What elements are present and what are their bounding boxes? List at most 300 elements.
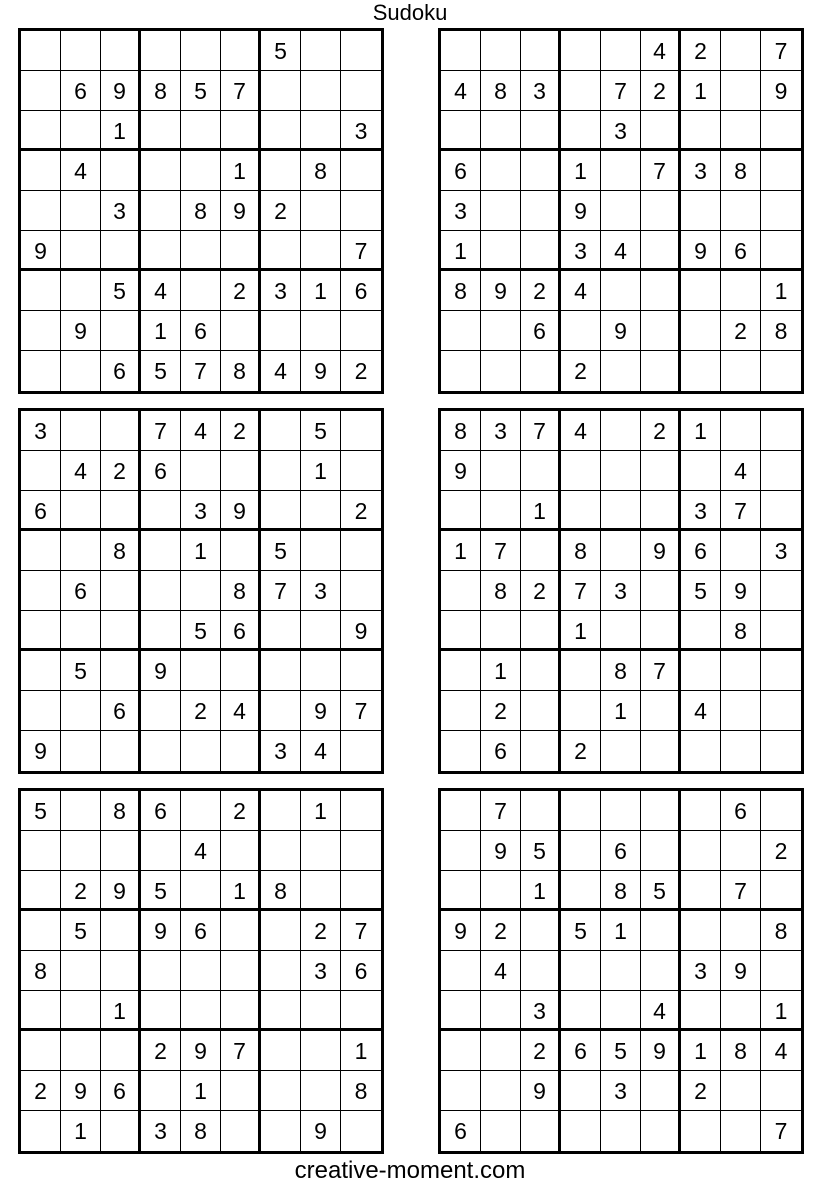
sudoku-cell[interactable] [21,831,61,871]
sudoku-cell[interactable]: 3 [521,71,561,111]
sudoku-cell[interactable]: 4 [721,451,761,491]
sudoku-cell[interactable] [481,491,521,531]
sudoku-cell[interactable] [261,111,301,151]
sudoku-cell[interactable] [21,151,61,191]
sudoku-cell[interactable] [341,871,381,911]
sudoku-cell[interactable]: 8 [601,871,641,911]
sudoku-cell[interactable]: 7 [261,571,301,611]
sudoku-cell[interactable]: 9 [481,831,521,871]
sudoku-cell[interactable]: 2 [521,271,561,311]
sudoku-cell[interactable] [681,731,721,771]
sudoku-cell[interactable]: 9 [141,651,181,691]
sudoku-cell[interactable] [101,231,141,271]
sudoku-cell[interactable]: 3 [181,491,221,531]
sudoku-cell[interactable]: 1 [441,231,481,271]
sudoku-cell[interactable] [341,191,381,231]
sudoku-cell[interactable] [61,611,101,651]
sudoku-cell[interactable]: 4 [761,1031,801,1071]
sudoku-cell[interactable] [721,351,761,391]
sudoku-cell[interactable] [301,71,341,111]
sudoku-cell[interactable]: 7 [221,71,261,111]
sudoku-cell[interactable]: 8 [101,791,141,831]
sudoku-cell[interactable] [101,491,141,531]
sudoku-cell[interactable]: 1 [441,531,481,571]
sudoku-cell[interactable] [681,991,721,1031]
sudoku-cell[interactable] [481,351,521,391]
sudoku-cell[interactable]: 1 [61,1111,101,1151]
sudoku-cell[interactable] [101,731,141,771]
sudoku-cell[interactable]: 4 [261,351,301,391]
sudoku-cell[interactable] [761,451,801,491]
sudoku-cell[interactable]: 7 [181,351,221,391]
sudoku-cell[interactable]: 3 [561,231,601,271]
sudoku-cell[interactable]: 4 [681,691,721,731]
sudoku-cell[interactable]: 8 [261,871,301,911]
sudoku-cell[interactable]: 8 [721,151,761,191]
sudoku-cell[interactable] [141,571,181,611]
sudoku-cell[interactable] [221,1111,261,1151]
sudoku-cell[interactable]: 3 [601,571,641,611]
sudoku-cell[interactable] [21,271,61,311]
sudoku-cell[interactable]: 6 [721,791,761,831]
sudoku-cell[interactable]: 8 [221,351,261,391]
sudoku-cell[interactable]: 2 [561,351,601,391]
sudoku-cell[interactable] [681,271,721,311]
sudoku-cell[interactable]: 4 [641,31,681,71]
sudoku-cell[interactable] [601,411,641,451]
sudoku-cell[interactable] [721,531,761,571]
sudoku-cell[interactable]: 9 [521,1071,561,1111]
sudoku-cell[interactable] [21,571,61,611]
sudoku-cell[interactable]: 5 [181,611,221,651]
sudoku-cell[interactable] [521,651,561,691]
sudoku-cell[interactable] [261,611,301,651]
sudoku-cell[interactable] [761,611,801,651]
sudoku-cell[interactable] [441,831,481,871]
sudoku-cell[interactable]: 6 [681,531,721,571]
sudoku-cell[interactable] [721,651,761,691]
sudoku-cell[interactable] [521,691,561,731]
sudoku-cell[interactable] [761,731,801,771]
sudoku-cell[interactable]: 3 [601,111,641,151]
sudoku-cell[interactable] [481,1111,521,1151]
sudoku-cell[interactable] [561,691,601,731]
sudoku-cell[interactable]: 6 [101,351,141,391]
sudoku-cell[interactable] [441,311,481,351]
sudoku-cell[interactable]: 3 [761,531,801,571]
sudoku-cell[interactable] [561,491,601,531]
sudoku-cell[interactable]: 3 [301,571,341,611]
sudoku-cell[interactable] [521,611,561,651]
sudoku-cell[interactable]: 9 [721,571,761,611]
sudoku-cell[interactable]: 4 [61,451,101,491]
sudoku-cell[interactable] [561,1111,601,1151]
sudoku-cell[interactable] [101,1111,141,1151]
sudoku-cell[interactable] [601,31,641,71]
sudoku-cell[interactable] [261,991,301,1031]
sudoku-cell[interactable] [441,571,481,611]
sudoku-cell[interactable] [61,791,101,831]
sudoku-cell[interactable] [181,271,221,311]
sudoku-cell[interactable] [61,491,101,531]
sudoku-cell[interactable]: 3 [341,111,381,151]
sudoku-cell[interactable] [341,151,381,191]
sudoku-cell[interactable] [601,991,641,1031]
sudoku-cell[interactable] [181,151,221,191]
sudoku-cell[interactable]: 2 [761,831,801,871]
sudoku-cell[interactable] [561,651,601,691]
sudoku-cell[interactable] [641,611,681,651]
sudoku-cell[interactable]: 9 [221,191,261,231]
sudoku-cell[interactable]: 2 [221,271,261,311]
sudoku-cell[interactable] [21,871,61,911]
sudoku-cell[interactable] [521,231,561,271]
sudoku-cell[interactable]: 6 [61,571,101,611]
sudoku-cell[interactable]: 8 [481,571,521,611]
sudoku-cell[interactable] [141,151,181,191]
sudoku-cell[interactable]: 5 [261,31,301,71]
sudoku-cell[interactable] [481,991,521,1031]
sudoku-cell[interactable] [301,231,341,271]
sudoku-cell[interactable] [221,311,261,351]
sudoku-cell[interactable]: 6 [181,911,221,951]
sudoku-cell[interactable]: 1 [101,991,141,1031]
sudoku-cell[interactable] [101,411,141,451]
sudoku-cell[interactable] [761,111,801,151]
sudoku-cell[interactable]: 2 [481,691,521,731]
sudoku-cell[interactable]: 6 [221,611,261,651]
sudoku-cell[interactable] [301,111,341,151]
sudoku-cell[interactable]: 8 [181,191,221,231]
sudoku-cell[interactable] [261,1031,301,1071]
sudoku-cell[interactable] [681,111,721,151]
sudoku-cell[interactable]: 7 [601,71,641,111]
sudoku-cell[interactable]: 3 [141,1111,181,1151]
sudoku-cell[interactable] [641,911,681,951]
sudoku-cell[interactable] [641,191,681,231]
sudoku-cell[interactable] [761,651,801,691]
sudoku-cell[interactable]: 2 [721,311,761,351]
sudoku-cell[interactable]: 5 [181,71,221,111]
sudoku-cell[interactable]: 1 [181,1071,221,1111]
sudoku-cell[interactable] [341,531,381,571]
sudoku-cell[interactable] [521,951,561,991]
sudoku-cell[interactable] [61,111,101,151]
sudoku-cell[interactable]: 9 [481,271,521,311]
sudoku-cell[interactable]: 3 [301,951,341,991]
sudoku-cell[interactable] [61,531,101,571]
sudoku-cell[interactable]: 2 [301,911,341,951]
sudoku-cell[interactable] [481,451,521,491]
sudoku-cell[interactable]: 3 [601,1071,641,1111]
sudoku-cell[interactable] [761,491,801,531]
sudoku-cell[interactable]: 2 [354,358,368,384]
sudoku-cell[interactable]: 9 [21,731,61,771]
sudoku-cell[interactable] [681,791,721,831]
sudoku-cell[interactable]: 3 [681,151,721,191]
sudoku-cell[interactable] [141,31,181,71]
sudoku-cell[interactable]: 9 [301,351,341,391]
sudoku-cell[interactable] [61,1031,101,1071]
sudoku-cell[interactable]: 9 [141,911,181,951]
sudoku-cell[interactable] [61,351,101,391]
sudoku-cell[interactable] [681,191,721,231]
sudoku-cell[interactable] [61,951,101,991]
sudoku-cell[interactable] [681,1111,721,1151]
sudoku-cell[interactable] [141,491,181,531]
sudoku-cell[interactable] [21,611,61,651]
sudoku-cell[interactable] [101,1031,141,1071]
sudoku-cell[interactable] [341,791,381,831]
sudoku-cell[interactable] [721,1071,761,1111]
sudoku-cell[interactable] [341,31,381,71]
sudoku-cell[interactable]: 6 [61,71,101,111]
sudoku-cell[interactable] [641,571,681,611]
sudoku-cell[interactable] [61,411,101,451]
sudoku-cell[interactable] [221,831,261,871]
sudoku-cell[interactable]: 5 [21,791,61,831]
sudoku-cell[interactable]: 2 [61,871,101,911]
sudoku-cell[interactable] [261,651,301,691]
sudoku-cell[interactable] [601,1111,641,1151]
sudoku-cell[interactable] [341,651,381,691]
sudoku-cell[interactable]: 1 [341,1031,381,1071]
sudoku-cell[interactable] [601,791,641,831]
sudoku-cell[interactable] [601,191,641,231]
sudoku-cell[interactable] [341,1111,381,1151]
sudoku-cell[interactable] [521,531,561,571]
sudoku-cell[interactable] [301,991,341,1031]
sudoku-cell[interactable]: 4 [601,231,641,271]
sudoku-cell[interactable]: 8 [761,911,801,951]
sudoku-cell[interactable] [61,231,101,271]
sudoku-cell[interactable] [261,311,301,351]
sudoku-cell[interactable]: 1 [521,871,561,911]
sudoku-cell[interactable]: 5 [61,651,101,691]
sudoku-cell[interactable] [21,191,61,231]
sudoku-cell[interactable] [441,31,481,71]
sudoku-cell[interactable]: 7 [641,151,681,191]
sudoku-cell[interactable] [181,651,221,691]
sudoku-cell[interactable] [341,71,381,111]
sudoku-cell[interactable] [521,151,561,191]
sudoku-cell[interactable] [761,571,801,611]
sudoku-cell[interactable] [641,791,681,831]
sudoku-cell[interactable]: 1 [301,271,341,311]
sudoku-cell[interactable]: 4 [641,991,681,1031]
sudoku-cell[interactable] [641,691,681,731]
sudoku-cell[interactable] [481,231,521,271]
sudoku-cell[interactable] [521,351,561,391]
sudoku-cell[interactable]: 7 [481,791,521,831]
sudoku-cell[interactable] [721,911,761,951]
sudoku-cell[interactable] [101,571,141,611]
sudoku-cell[interactable] [21,71,61,111]
sudoku-cell[interactable] [21,1111,61,1151]
sudoku-cell[interactable] [21,351,61,391]
sudoku-cell[interactable] [561,871,601,911]
sudoku-cell[interactable] [261,231,301,271]
sudoku-cell[interactable]: 9 [641,531,681,571]
sudoku-cell[interactable] [601,731,641,771]
sudoku-cell[interactable]: 5 [301,411,341,451]
sudoku-cell[interactable] [521,911,561,951]
sudoku-cell[interactable] [301,1031,341,1071]
sudoku-cell[interactable] [681,451,721,491]
sudoku-cell[interactable]: 1 [221,871,261,911]
sudoku-cell[interactable] [561,31,601,71]
sudoku-cell[interactable]: 2 [521,1031,561,1071]
sudoku-cell[interactable] [561,831,601,871]
sudoku-cell[interactable]: 1 [141,311,181,351]
sudoku-cell[interactable] [561,451,601,491]
sudoku-cell[interactable]: 4 [141,271,181,311]
sudoku-cell[interactable] [301,651,341,691]
sudoku-cell[interactable]: 4 [181,411,221,451]
sudoku-cell[interactable] [61,191,101,231]
sudoku-cell[interactable] [601,531,641,571]
sudoku-cell[interactable] [61,31,101,71]
sudoku-cell[interactable]: 8 [441,271,481,311]
sudoku-cell[interactable]: 4 [561,271,601,311]
sudoku-cell[interactable]: 7 [521,411,561,451]
sudoku-cell[interactable] [141,991,181,1031]
sudoku-cell[interactable] [341,451,381,491]
sudoku-cell[interactable]: 2 [561,731,601,771]
sudoku-cell[interactable]: 9 [221,491,261,531]
sudoku-cell[interactable] [481,151,521,191]
sudoku-cell[interactable]: 2 [221,411,261,451]
sudoku-cell[interactable] [141,191,181,231]
sudoku-cell[interactable] [641,831,681,871]
sudoku-cell[interactable] [681,351,721,391]
sudoku-cell[interactable] [141,691,181,731]
sudoku-cell[interactable]: 6 [181,311,221,351]
sudoku-cell[interactable]: 2 [141,1031,181,1071]
sudoku-cell[interactable] [21,451,61,491]
sudoku-cell[interactable] [61,271,101,311]
sudoku-cell[interactable]: 6 [441,151,481,191]
sudoku-cell[interactable] [181,791,221,831]
sudoku-cell[interactable] [561,71,601,111]
sudoku-cell[interactable]: 8 [601,651,641,691]
sudoku-cell[interactable]: 9 [301,691,341,731]
sudoku-cell[interactable] [641,311,681,351]
sudoku-cell[interactable]: 2 [21,1071,61,1111]
sudoku-cell[interactable] [441,111,481,151]
sudoku-cell[interactable]: 1 [601,691,641,731]
sudoku-cell[interactable]: 4 [61,151,101,191]
sudoku-cell[interactable] [561,951,601,991]
sudoku-cell[interactable]: 5 [641,871,681,911]
sudoku-cell[interactable] [101,31,141,71]
sudoku-cell[interactable]: 2 [641,71,681,111]
sudoku-cell[interactable] [601,351,641,391]
sudoku-cell[interactable] [261,151,301,191]
sudoku-cell[interactable] [481,111,521,151]
sudoku-cell[interactable] [101,611,141,651]
sudoku-cell[interactable] [181,871,221,911]
sudoku-cell[interactable]: 8 [761,311,801,351]
sudoku-cell[interactable]: 6 [721,231,761,271]
sudoku-cell[interactable]: 8 [441,411,481,451]
sudoku-cell[interactable] [481,1031,521,1071]
sudoku-cell[interactable]: 9 [441,911,481,951]
sudoku-cell[interactable]: 6 [141,451,181,491]
sudoku-cell[interactable] [261,1071,301,1111]
sudoku-cell[interactable] [441,951,481,991]
sudoku-cell[interactable] [181,951,221,991]
sudoku-cell[interactable] [101,151,141,191]
sudoku-cell[interactable] [341,311,381,351]
sudoku-cell[interactable]: 5 [141,351,181,391]
sudoku-cell[interactable]: 1 [221,151,261,191]
sudoku-cell[interactable] [641,451,681,491]
sudoku-cell[interactable] [601,951,641,991]
sudoku-cell[interactable]: 8 [481,71,521,111]
sudoku-cell[interactable] [521,31,561,71]
sudoku-cell[interactable] [181,571,221,611]
sudoku-cell[interactable]: 9 [101,71,141,111]
sudoku-cell[interactable]: 8 [21,951,61,991]
sudoku-cell[interactable]: 6 [601,831,641,871]
sudoku-cell[interactable] [21,651,61,691]
sudoku-cell[interactable]: 3 [521,991,561,1031]
sudoku-cell[interactable]: 6 [101,691,141,731]
sudoku-cell[interactable]: 6 [141,791,181,831]
sudoku-cell[interactable] [181,731,221,771]
sudoku-cell[interactable] [21,531,61,571]
sudoku-cell[interactable]: 3 [261,731,301,771]
sudoku-cell[interactable] [721,1111,761,1151]
sudoku-cell[interactable] [261,831,301,871]
sudoku-cell[interactable]: 1 [181,531,221,571]
sudoku-cell[interactable]: 7 [481,531,521,571]
sudoku-cell[interactable]: 8 [301,151,341,191]
sudoku-cell[interactable] [301,311,341,351]
sudoku-cell[interactable]: 7 [341,911,381,951]
sudoku-cell[interactable]: 8 [101,531,141,571]
sudoku-cell[interactable] [261,691,301,731]
sudoku-cell[interactable] [761,191,801,231]
sudoku-cell[interactable]: 1 [561,611,601,651]
sudoku-cell[interactable]: 9 [601,311,641,351]
sudoku-cell[interactable] [301,831,341,871]
sudoku-cell[interactable] [441,1031,481,1071]
sudoku-cell[interactable] [761,691,801,731]
sudoku-cell[interactable] [221,1071,261,1111]
sudoku-cell[interactable]: 9 [721,951,761,991]
sudoku-cell[interactable] [261,791,301,831]
sudoku-cell[interactable]: 4 [221,691,261,731]
sudoku-cell[interactable]: 7 [341,231,381,271]
sudoku-cell[interactable]: 6 [341,951,381,991]
sudoku-cell[interactable] [21,691,61,731]
sudoku-cell[interactable] [641,351,681,391]
sudoku-cell[interactable] [721,191,761,231]
sudoku-cell[interactable] [181,31,221,71]
sudoku-cell[interactable]: 3 [21,411,61,451]
sudoku-cell[interactable] [681,911,721,951]
sudoku-cell[interactable] [441,611,481,651]
sudoku-cell[interactable]: 8 [181,1111,221,1151]
sudoku-cell[interactable]: 3 [681,491,721,531]
sudoku-cell[interactable] [341,831,381,871]
sudoku-cell[interactable] [481,191,521,231]
sudoku-cell[interactable] [221,651,261,691]
sudoku-cell[interactable] [101,951,141,991]
sudoku-cell[interactable] [481,1071,521,1111]
